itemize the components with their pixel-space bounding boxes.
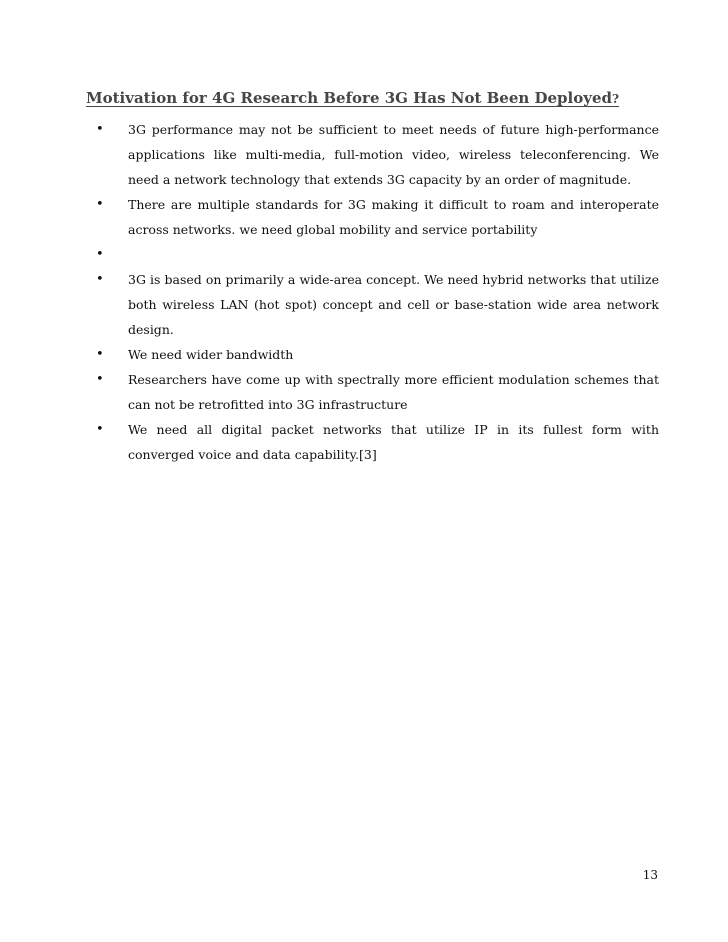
bullet-item-5 [86,342,659,367]
bullet-text: We need wider bandwidth [128,347,294,362]
bullet-text: We need all digital packet networks that utilize IP in its fullest form with converged voice and data capability.[3] [128,422,659,462]
page-number: 13 [642,868,658,882]
bullet-item-3 [86,242,659,267]
bullet-item-4 [86,267,659,342]
bullet-icon: • [96,247,104,262]
section-heading [86,86,666,111]
bullet-item-2 [86,192,659,242]
bullet-icon: • [96,122,104,137]
bullet-icon: • [96,372,104,387]
bullet-text [128,242,659,267]
bullet-item-7 [86,417,659,467]
section-heading-question-mark: ? [612,92,620,106]
bullet-text: There are multiple standards for 3G making it difficult to roam and interoperate across networks. we need global mobility and service portability [128,197,659,237]
bullet-icon: • [96,272,104,287]
section-heading-text: Motivation for 4G Research Before 3G Has Not Been Deployed [86,89,612,107]
bullet-icon: • [96,347,104,362]
bullet-text: 3G is based on primarily a wide-area concept. We need hybrid networks that utilize both wireless LAN (hot spot) concept and cell or base-station wide area network design. [128,272,659,337]
bullet-icon: • [96,197,104,212]
bullet-list [86,117,659,467]
bullet-icon: • [96,422,104,437]
bullet-text: Researchers have come up with spectrally more efficient modulation schemes that can not be retrofitted into 3G infrastructure [128,372,659,412]
bullet-text: 3G performance may not be sufficient to meet needs of future high-performance applications like multi-media, full-motion video, wireless teleconferencing. We need a network technology that extends 3G capacity by an order of magnitude. [128,122,659,187]
bullet-item-6 [86,367,659,417]
bullet-item-1 [86,117,659,192]
